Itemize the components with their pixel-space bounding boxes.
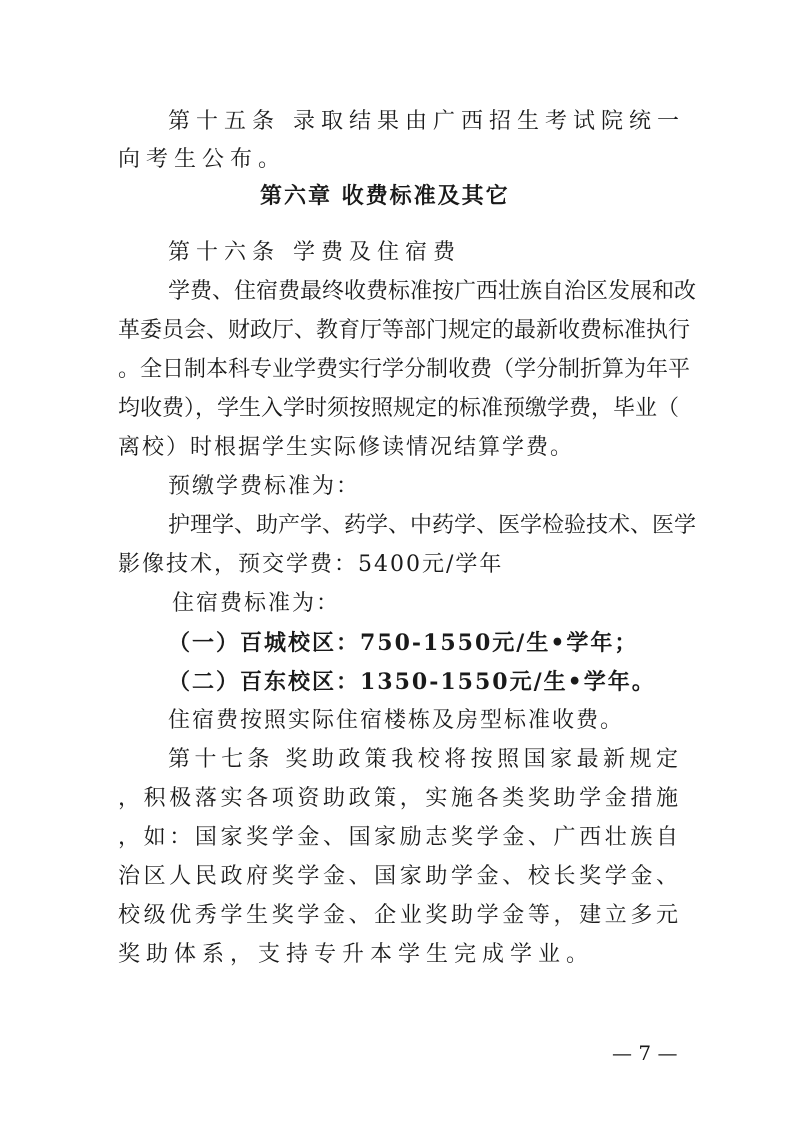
article-17-line: 治区人民政府奖学金、国家助学金、校长奖学金、 xyxy=(118,864,678,889)
prepay-label: 预缴学费标准为： xyxy=(168,474,361,499)
article-17-line: ，积极落实各项资助政策，实施各类奖助学金措施 xyxy=(118,786,678,811)
article-15-line-2: 向考生公布。 xyxy=(118,147,287,172)
fee-paragraph-line: 均收费），学生入学时须按照规定的标准预缴学费，毕业（ xyxy=(118,396,680,421)
chapter-heading: 第六章 收费标准及其它 xyxy=(260,184,510,209)
fee-paragraph-line: 离校）时根据学生实际修读情况结算学费。 xyxy=(118,435,575,460)
dorm-label: 住宿费标准为： xyxy=(172,591,341,616)
dorm-note: 住宿费按照实际住宿楼栋及房型标准收费。 xyxy=(168,708,625,733)
fee-paragraph-line: 革委员会、财政厅、教育厅等部门规定的最新收费标准执行 xyxy=(118,318,691,343)
prepay-line: 影像技术，预交学费：5400元/学年 xyxy=(118,552,504,577)
article-15-line-1: 第十五条 录取结果由广西招生考试院统一 xyxy=(168,109,685,134)
article-17-line: ，如：国家奖学金、国家励志奖学金、广西壮族自 xyxy=(118,825,678,850)
page-number: — 7 — xyxy=(612,1041,678,1065)
article-17-line: 第十七条 奖助政策我校将按照国家最新规定 xyxy=(168,747,678,772)
fee-paragraph-line: 。全日制本科专业学费实行学分制收费（学分制折算为年平 xyxy=(118,357,691,382)
article-17-line: 奖助体系，支持专升本学生完成学业。 xyxy=(118,942,595,967)
article-16-heading: 第十六条 学费及住宿费 xyxy=(168,240,461,265)
dorm-item-baidong: （二）百东校区：1350-1550元/生•学年。 xyxy=(168,669,656,695)
prepay-line: 护理学、助产学、药学、中药学、医学检验技术、医学 xyxy=(168,513,697,538)
fee-paragraph-line: 学费、住宿费最终收费标准按广西壮族自治区发展和改 xyxy=(168,279,697,304)
dorm-item-baicheng: （一）百城校区：750-1550元/生•学年； xyxy=(168,630,639,656)
article-17-line: 校级优秀学生奖学金、企业奖助学金等，建立多元 xyxy=(118,903,678,928)
